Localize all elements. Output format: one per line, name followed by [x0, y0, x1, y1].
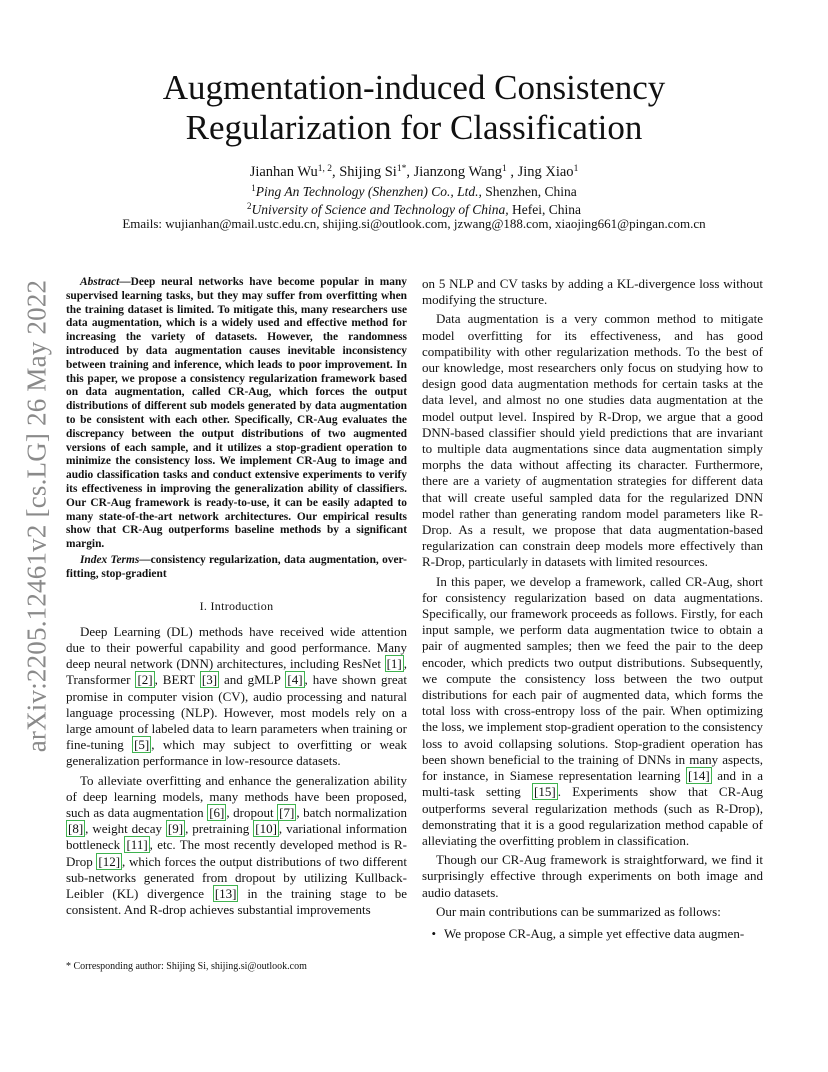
intro-paragraph-1: Deep Learning (DL) methods have received wide attention due to their powerful capability and good performance. Many deep neural network (DNN) architectures, including ResNet [1] , Transformer [2] , BERT [3] and gMLP [4] , have shown great promise in computer vision (CV), audio processing and natural language processing (NLP). However, most models rely on a large amount of labeled data to learn parameters when training or fine-tuning [5] , which may subject to overfitting or weak generalization performance in low-resource datasets.	[66, 623, 407, 769]
citation-link[interactable]: [9]	[167, 821, 184, 837]
bullet-icon: •	[431, 925, 436, 941]
author-affil-sup: 1, 2	[317, 164, 332, 174]
intro-paragraph-2: To alleviate overfitting and enhance the generalization ability of deep learning models, many methods have been proposed, such as data augmentation [6] , dropout [7] , batch normalization [8] , weight decay [9] , pretraining [10] , variational information bottleneck [11] , etc. The most recently developed method is R-Drop [12] , which forces the output distributions of two different sub-networks generated from dropout by utilizing Kullback-Leibler (KL) divergence [13] in the training stage to be consistent. And R-drop achieves substantial improvements	[66, 772, 408, 918]
arxiv-identifier-text: arXiv:2205.12461v2 [cs.LG] 26 May 2022	[21, 279, 52, 753]
contribution-list-item	[422, 926, 763, 942]
paper-title: Augmentation-induced Consistency Regularization for Classification	[162, 68, 666, 147]
author-emails: Emails: wujianhan@mail.ustc.edu.cn, shijing.si@outlook.com, jzwang@188.com, xiaojing661@pingan.com.cn	[122, 216, 706, 231]
affiliation-1: $^1$Ping An Technology (Shenzhen) Co., Ltd., Shenzhen, China	[251, 183, 577, 199]
abstract	[66, 276, 407, 552]
affiliation-org: University of Science and Technology of China,	[251, 202, 509, 217]
citation-link[interactable]: [11]	[126, 837, 148, 853]
arxiv-identifier	[20, 276, 54, 756]
citation-link[interactable]: [14]	[688, 768, 710, 784]
abstract-label: Abstract	[80, 276, 120, 288]
body-paragraph: Data augmentation is a very common method to mitigate model overfitting for its effectiveness, and has good compatibility with other regularization methods. To the best of our knowledge, most researchers only focus on studying how to design good data augmentation methods for certain tasks at the data level, and almost no one studies data augmentation at the model output level. Inspired by R-Drop, we argue that a good DNN-based classifier should yield predictions that are invariant to multiple data augmentations since data augmentation simply morphs the data without affecting its character. Furthermore, there are a variety of augmentation strategies for different data that will create useful sampled data for the regularized DNN model rather than generating random model parameters like R-Drop. As a result, we propose that data augmentation-based regularization can constrain deep models more effectively than R-Drop, particularly in datasets with limited resources.	[422, 311, 763, 570]
citation-link[interactable]: [7]	[279, 804, 295, 820]
index-terms-text: —consistency regularization, data augmentation, over-fitting, stop-gradient	[66, 553, 407, 580]
citation-link[interactable]: [4]	[287, 672, 303, 688]
author-name: Jing Xiao	[517, 164, 574, 180]
body-paragraph: on 5 NLP and CV tasks by adding a KL-divergence loss without modifying the structure.	[422, 276, 763, 308]
author-affil-sup: 1	[501, 164, 507, 174]
affiliation-place: Hefei, China	[508, 202, 581, 217]
citation-link[interactable]: [13]	[214, 885, 237, 901]
citation-link[interactable]: [1]	[386, 656, 402, 672]
author-list: Jianhan Wu$^{1, 2}$, Shijing $Si^{1*}$, Jianzong Wang$^1$ , Jing Xiao$^1$	[249, 164, 579, 180]
citation-link[interactable]: [3]	[201, 672, 218, 688]
citation-link[interactable]: [6]	[209, 804, 225, 820]
index-terms-label: Index Terms	[80, 553, 140, 566]
body-paragraph: Though our CR-Aug framework is straightforward, we find it surprisingly effective through experiments on both image and audio datasets.	[422, 852, 763, 900]
affiliation-org: Ping An Technology (Shenzhen) Co., Ltd.,	[255, 184, 482, 199]
author-affil-sup: 1*	[396, 164, 407, 174]
citation-link[interactable]: [10]	[255, 821, 277, 837]
author-name: Jianhan Wu	[249, 164, 318, 180]
section-heading-introduction: I. Introduction	[199, 598, 274, 613]
citation-link[interactable]: [12]	[98, 853, 121, 869]
citation-link[interactable]: [2]	[137, 672, 153, 688]
abstract-text: —Deep neural networks have become popular in many supervised learning tasks, but they may suffer from overfitting when the training dataset is limited. To mitigate this, many researchers use data augmentation, which is a widely used and effective method for increasing the variety of datasets. However, the randomness introduced by data augmentation causes inevitable inconsistency between training and inference, which leads to poor improvement. In this paper, we propose a consistency regularization framework based on data augmentation, called CR-Aug, which forces the output distributions of different sub models generated by data augmentation to be consistent with each other. Specifically, CR-Aug evaluates the discrepancy between the output distributions of two augmented versions of each sample, and it utilizes a stop-gradient operation to minimize the consistency loss. We implement CR-Aug to image and audio classification tasks and conduct extensive experiments to verify its effectiveness in improving the generalization ability of classifiers. Our CR-Aug framework is ready-to-use, it can be easily adapted to many state-of-the-art network architectures. Our empirical results show that CR-Aug outperforms baseline methods by a significant margin.	[66, 276, 407, 551]
affiliation-2: $^2$University of Science and Technology of China, Hefei, China	[247, 201, 581, 217]
index-terms	[66, 554, 407, 582]
right-column	[422, 276, 763, 942]
body-paragraph: Our main contributions can be summarized as follows:	[436, 903, 721, 919]
footnote: * Corresponding author: Shijing Si, shijing.si@outlook.com	[66, 961, 307, 972]
citation-link[interactable]: [8]	[68, 821, 84, 837]
affiliation-place: Shenzhen, China	[481, 184, 577, 199]
citation-link[interactable]: [5]	[134, 737, 150, 753]
author-name: Shijing Si	[339, 164, 397, 180]
contribution-text: We propose CR-Aug, a simple yet effective data augmen-	[444, 925, 745, 941]
left-column	[66, 276, 407, 918]
author-name: Jianzong Wang	[413, 164, 502, 180]
citation-link[interactable]: [15]	[534, 784, 556, 800]
body-paragraph: In this paper, we develop a framework, called CR-Aug, short for consistency regularization based on data augmentations. Specifically, our framework proceeds as follows. Firstly, for each input sample, we perform data augmentation twice to obtain a pair of augmented samples; then we feed the pair to the deep encoder, which predicts two output distributions. Subsequently, we compute the consistency loss between the two output distributions for each pair of augmented data, which forms the total loss with cross-entropy loss of the pair. When optimizing the loss, we implement stop-gradient operation to the consistency loss to avoid collapsing solutions. Stop-gradient operation has been shown beneficial to the training of DNNs in many aspects, for instance, in Siamese representation learning [14] and in a multi-task setting [15] . Experiments show that CR-Aug outperforms several regularization methods (such as R-Drop), demonstrating that it is a good regularization method capable of alleviating the overfitting problem in classification.	[422, 573, 763, 848]
author-affil-sup: 1	[573, 164, 579, 174]
